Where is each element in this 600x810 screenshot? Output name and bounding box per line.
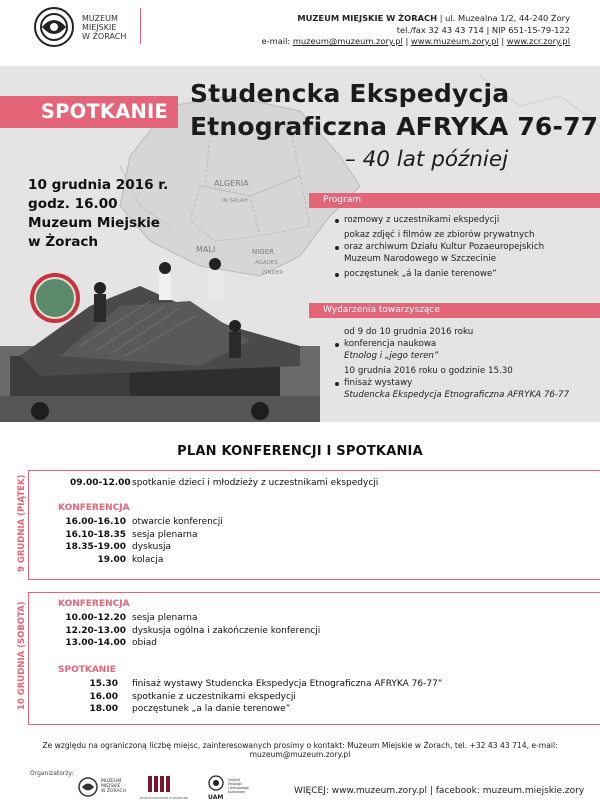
- list-item: Studencka Ekspedycja Etnograficzna AFRYKA 76-77: [344, 390, 570, 400]
- phone: tel./fax 32 43 43 714: [396, 24, 484, 35]
- org-text: i Antropologii: [228, 786, 250, 790]
- table-row: 10.00-12.20 sesja plenarna: [65, 613, 198, 623]
- list-item: poczęstunek „á la danie terenowe”: [334, 268, 574, 280]
- program-list: [334, 214, 574, 280]
- list-item: 10 grudnia 2016 roku o godzinie 15.30: [344, 366, 513, 376]
- list-item: Muzeum Narodowego w Szczecinie: [344, 254, 497, 264]
- org-text: Instytut: [228, 778, 241, 782]
- event-time: godz. 16.00: [28, 196, 118, 212]
- facebook-link[interactable]: facebook: muzeum.miejskie.zory: [435, 786, 585, 796]
- plan-title: PLAN KONFERENCJI I SPOTKANIA: [177, 444, 423, 459]
- table-row: 12.20-13.00 dyskusja ogólna i zakończenie konferencji: [65, 625, 321, 636]
- event-venue-line2: w Żorach: [28, 234, 99, 250]
- contact-note: Ze względu na ograniczoną liczbę miejsc, zainteresowanych prosimy o kontakt: Muzeum Miejskie w Żorach, tel. +32 43 43 714, e-mail: muzeum@muzeum.zory.pl: [42, 741, 558, 759]
- email-label: e-mail:: [261, 36, 293, 46]
- map-label: IN SALAH: [222, 198, 248, 204]
- table-row: 16.10-18.35 sesja plenarna: [65, 529, 198, 540]
- list-item: pokaz zdjęć i filmów ze zbiorów prywatnych: [344, 230, 535, 240]
- map-label: ALGERIA: [214, 179, 249, 188]
- table-row: 13.00-14.00 obiad: [65, 638, 157, 648]
- table-row: 16.00-16.10 otwarcie konferencji: [65, 517, 223, 527]
- day1-conference-schedule: [58, 516, 388, 566]
- table-row: 18.00 poczęstunek „a la danie terenowe”: [89, 704, 291, 714]
- map-label: ZINDER: [262, 270, 284, 276]
- list-item: od 9 do 10 grudnia 2016 roku: [344, 327, 474, 337]
- event-details: [28, 176, 168, 252]
- more-label: WIĘCEJ:: [294, 786, 332, 796]
- list-item: finisaż wystawy: [334, 377, 584, 389]
- section-spotkanie: SPOTKANIE: [58, 665, 116, 675]
- org-text: MIEJSKIE: [101, 784, 121, 789]
- more-info: WIĘCEJ: www.muzeum.zory.pl | facebook: muzeum.miejskie.zory: [294, 786, 585, 796]
- nip: NIP 651-15-79-122: [491, 24, 570, 35]
- list-item: Etnolog i „jego teren”: [344, 351, 439, 361]
- table-row: 15.30 finisaż wystawy Studencka Ekspedycja Etnograficzna AFRYKA 76-77”: [89, 679, 443, 689]
- website-link[interactable]: www.muzeum.zory.pl: [410, 36, 499, 46]
- day2-label: 10 GRUDNIA (SOBOTA): [17, 601, 27, 710]
- event-title-line2: Etnograficzna AFRYKA 76-77: [190, 112, 599, 141]
- header-divider: [140, 8, 141, 44]
- org-text: UAM: [208, 794, 224, 801]
- org-text: Kulturowej: [228, 790, 245, 794]
- map-label: AGADES: [255, 260, 278, 266]
- table-row: 18.35-19.00 dyskusja: [65, 542, 172, 552]
- organizer-logos: [78, 773, 288, 803]
- org-text: W ŻORACH: [101, 789, 126, 794]
- day2-meeting-schedule: [58, 678, 478, 716]
- events-header: Wydarzenia towarzyszące: [309, 303, 600, 318]
- events-list: [334, 326, 584, 401]
- spotkanie-label: SPOTKANIE: [0, 96, 178, 128]
- list-item: oraz archiwum Działu Kultur Pozaeuropejskich: [334, 241, 574, 253]
- org-text: Etnologii: [228, 782, 242, 786]
- more-website-link[interactable]: www.muzeum.zory.pl: [331, 786, 427, 796]
- org-text: MUZEUM: [101, 779, 122, 784]
- logo-text: [82, 14, 126, 41]
- day2-conference-schedule: [58, 612, 388, 650]
- map-label: NIGER: [252, 248, 275, 256]
- day1-schedule: [60, 477, 390, 491]
- uam-logo-icon: [209, 776, 223, 790]
- org-text: MUZEUM NARODOWE W SZCZECINIE: [140, 797, 189, 800]
- table-row: 09.00-12.00 spotkanie dzieci i młodzieży z uczestnikami ekspedycji: [70, 478, 379, 488]
- section-konferencja: KONFERENCJA: [58, 599, 130, 609]
- museum-logo-icon: [34, 7, 74, 47]
- table-row: 16.00 spotkanie z uczestnikami ekspedycji: [89, 691, 296, 702]
- seal-center: [34, 277, 76, 319]
- list-item: rozmowy z uczestnikami ekspedycji: [334, 214, 574, 226]
- organizers-label: Organizatorzy:: [30, 770, 74, 777]
- expedition-photo: [0, 246, 320, 422]
- logo-line: MIEJSKIE: [82, 23, 117, 32]
- address: ul. Muzealna 1/2, 44-240 Żory: [445, 13, 570, 23]
- event-venue-line1: Muzeum Miejskie: [28, 215, 160, 231]
- museum-logo-icon: [79, 778, 97, 796]
- website-link-2[interactable]: www.zcr.zory.pl: [506, 36, 570, 46]
- header-contact: MUZEUM MIEJSKIE W ŻORACH | ul. Muzealna 1/2, 44-240 Żory tel./fax 32 43 43 714 | NIP 651-15-79-122 e-mail: muzeum@muzeum.zory.pl | www.muzeum.zory.pl | www.zcr.zory.pl: [261, 13, 570, 46]
- map-label: MALI: [196, 245, 216, 254]
- logo-line: W ŻORACH: [82, 32, 127, 41]
- event-subtitle: – 40 lat później: [345, 147, 509, 172]
- day1-label: 9 GRUDNIA (PIĄTEK): [17, 474, 27, 572]
- email-link[interactable]: muzeum@muzeum.zory.pl: [292, 36, 403, 46]
- program-header: Program: [309, 193, 600, 208]
- logo-line: MUZEUM: [82, 14, 118, 23]
- museum-name: MUZEUM MIEJSKIE W ŻORACH: [297, 13, 438, 23]
- list-item: konferencja naukowa: [334, 338, 584, 350]
- event-date: 10 grudnia 2016 r.: [28, 177, 169, 193]
- table-row: 19.00 kolacja: [97, 554, 164, 565]
- section-konferencja: KONFERENCJA: [58, 503, 130, 513]
- event-title-line1: Studencka Ekspedycja: [190, 79, 510, 108]
- muzeum-narodowe-logo-icon: [148, 776, 170, 792]
